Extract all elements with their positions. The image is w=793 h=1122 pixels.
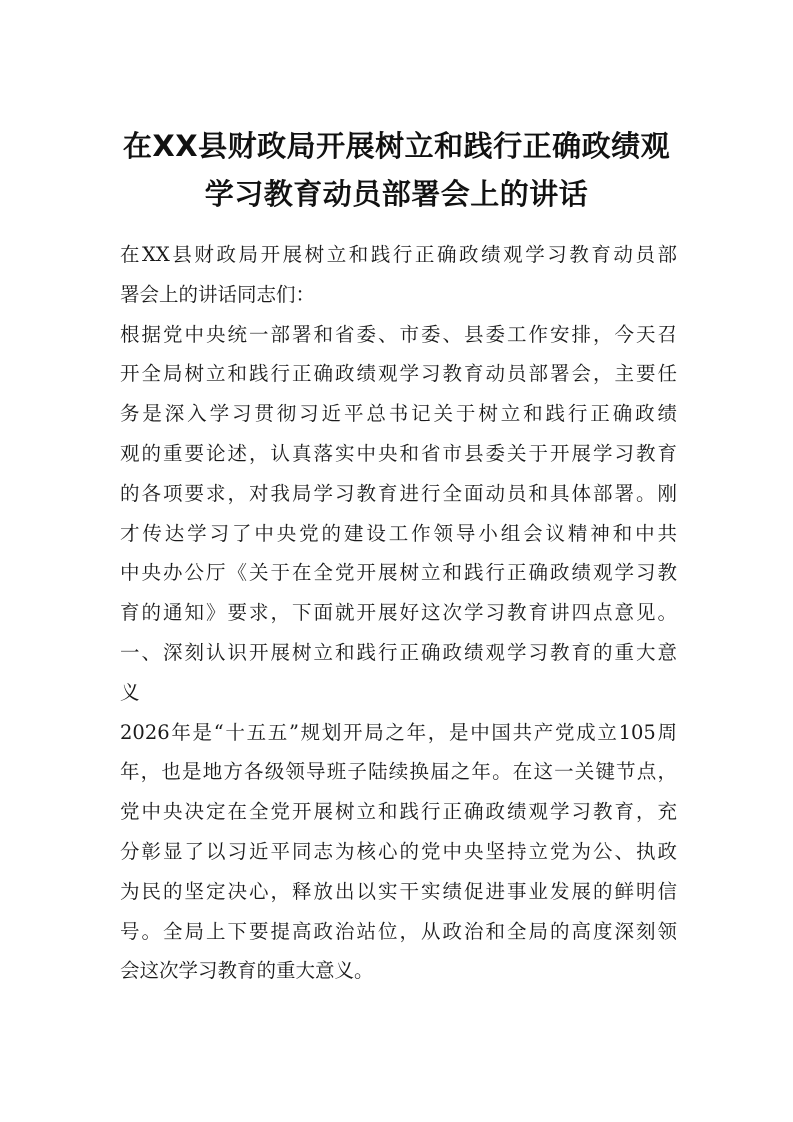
body-line: 根据党中央统一部署和省委、市委、县委工作安排，今天召: [120, 322, 677, 346]
body-line: 为民的坚定决心，释放出以实干实绩促进事业发展的鲜明信: [120, 879, 677, 903]
body-line: 中央办公厅《关于在全党开展树立和践行正确政绩观学习教: [120, 561, 677, 585]
body-line: 年，也是地方各级领导班子陆续换届之年。在这一关键节点，: [120, 760, 677, 784]
body-line: 一、深刻认识开展树立和践行正确政绩观学习教育的重大意: [120, 641, 677, 664]
document-title-line-1: 在XX县财政局开展树立和践行正确政绩观: [122, 129, 671, 163]
body-line: 的各项要求，对我局学习教育进行全面动员和具体部署。刚: [120, 481, 677, 505]
body-line: 党中央决定在全党开展树立和践行正确政绩观学习教育，充: [120, 800, 677, 824]
body-line: 署会上的讲话同志们：: [120, 282, 316, 306]
body-line: 育的通知》要求，下面就开展好这次学习教育讲四点意见。: [120, 601, 677, 625]
body-line: 号。全局上下要提高政治站位，从政治和全局的高度深刻领: [120, 919, 677, 943]
body-line: 义: [120, 680, 140, 704]
body-line: 观的重要论述，认真落实中央和省市县委关于开展学习教育: [120, 442, 677, 465]
body-line: 在XX县财政局开展树立和践行正确政绩观学习教育动员部: [120, 243, 677, 266]
body-line: 分彰显了以习近平同志为核心的党中央坚持立党为公、执政: [120, 840, 677, 863]
body-line: 务是深入学习贯彻习近平总书记关于树立和践行正确政绩: [120, 402, 677, 426]
body-line: 会这次学习教育的重大意义。: [120, 959, 374, 983]
document-title-line-2: 学习教育动员部署会上的讲话: [204, 177, 589, 211]
body-line: 才传达学习了中央党的建设工作领导小组会议精神和中共: [120, 521, 677, 545]
body-line: 2026年是“十五五”规划开局之年，是中国共产党成立105周: [120, 720, 677, 744]
body-line: 开全局树立和践行正确政绩观学习教育动员部署会，主要任: [120, 362, 677, 386]
